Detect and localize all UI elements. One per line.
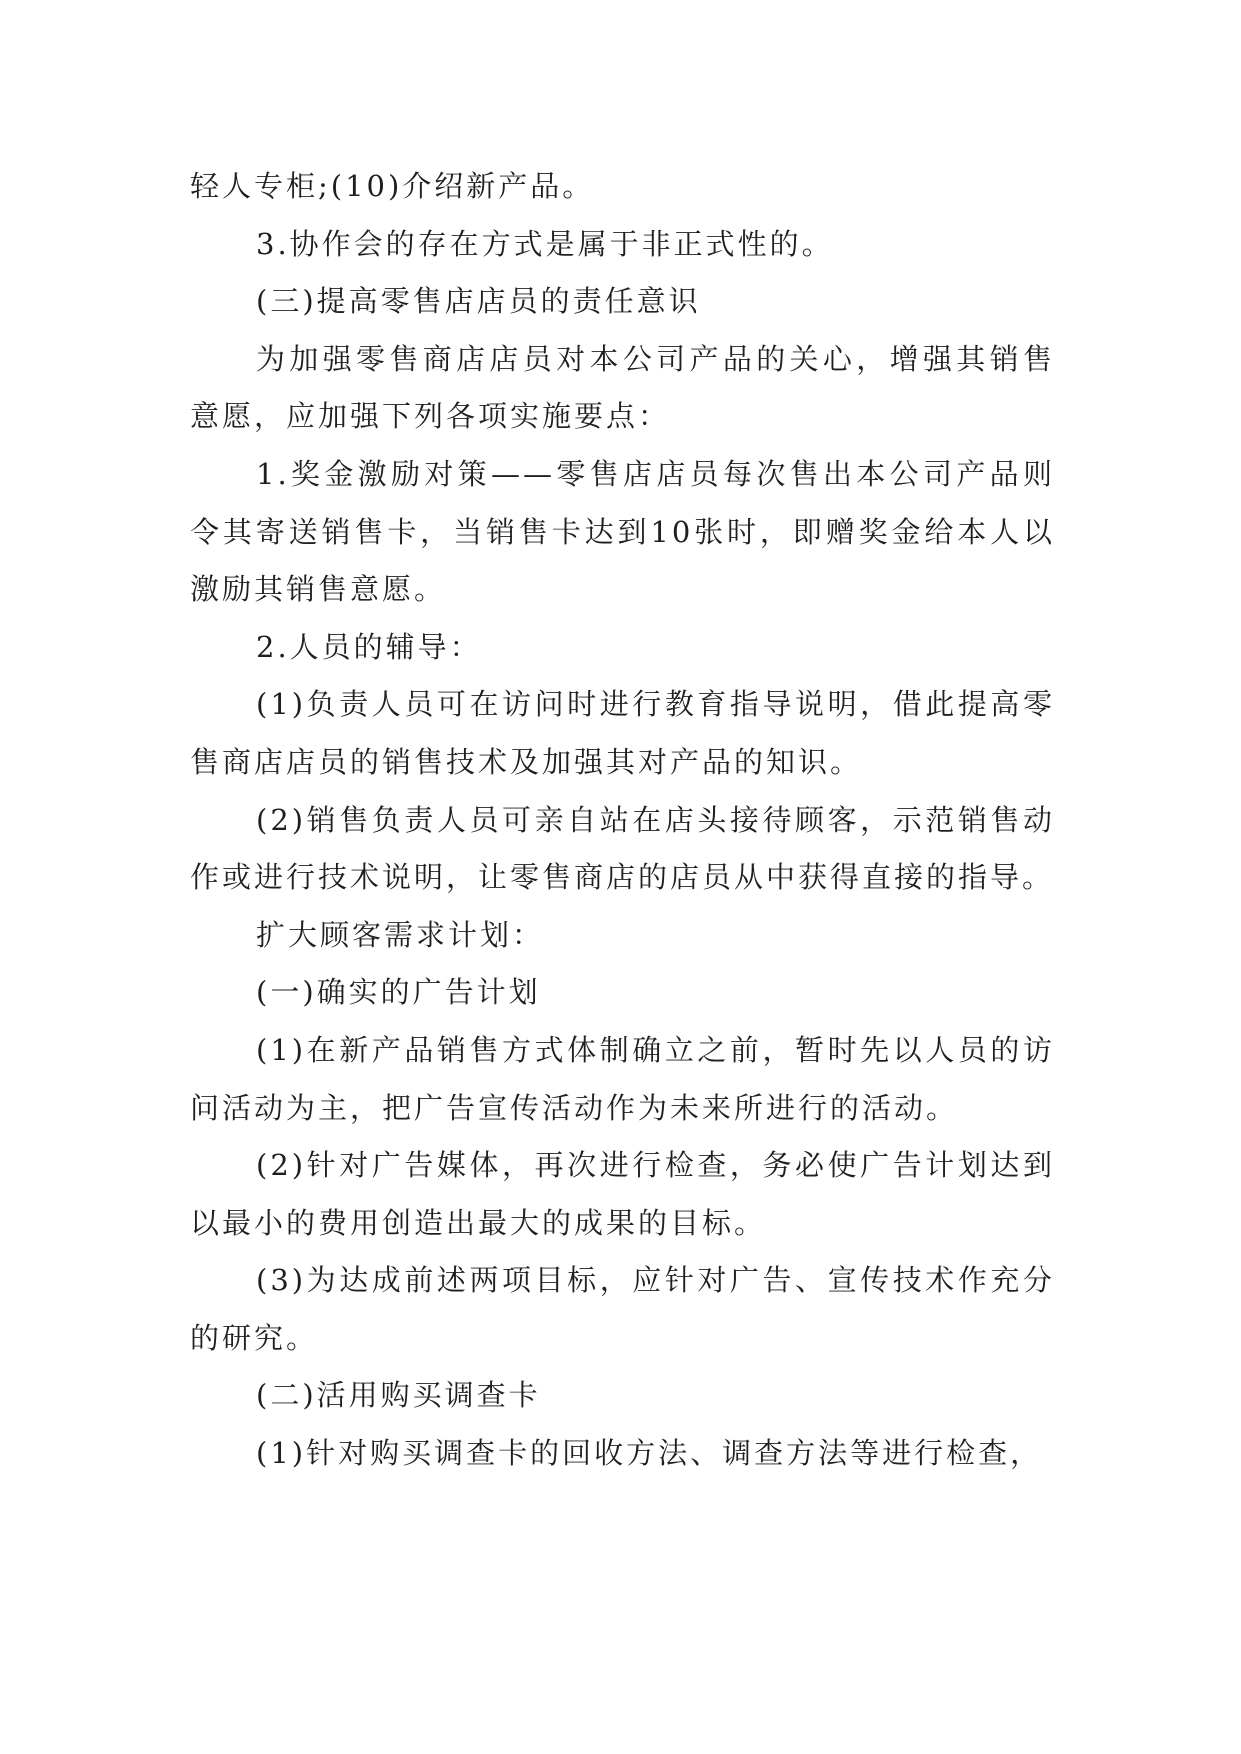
paragraph: (3)为达成前述两项目标，应针对广告、宣传技术作充分的研究。 [190,1263,1055,1355]
paragraph: (1)负责人员可在访问时进行教育指导说明，借此提高零售商店店员的销售技术及加强其对产品的知识。 [190,687,1055,779]
section-heading: (三)提高零售店店员的责任意识 [256,284,701,319]
section-heading: 扩大顾客需求计划： [256,917,545,952]
paragraph: (1)在新产品销售方式体制确立之前，暂时先以人员的访问活动为主，把广告宣传活动作为未来所进行的活动。 [190,1032,1055,1125]
paragraph: 轻人专柜;(10)介绍新产品。 [190,169,595,203]
paragraph: (2)针对广告媒体，再次进行检查，务必使广告计划达到以最小的费用创造出最大的成果的目标。 [190,1148,1055,1240]
paragraph: 1.奖金激励对策——零售店店员每次售出本公司产品则令其寄送销售卡，当销售卡达到10张时，即赠奖金给本人以激励其销售意愿。 [190,456,1055,607]
document-body [190,158,1055,1483]
paragraph: 2.人员的辅导： [256,629,482,664]
paragraph: 为加强零售商店店员对本公司产品的关心，增强其销售意愿，应加强下列各项实施要点： [190,341,1055,434]
section-heading: (二)活用购买调查卡 [256,1378,541,1413]
paragraph: 3.协作会的存在方式是属于非正式性的。 [256,226,834,261]
paragraph: (1)针对购买调查卡的回收方法、调查方法等进行检查， [256,1436,1043,1471]
paragraph: (2)销售负责人员可亲自站在店头接待顾客，示范销售动作或进行技术说明，让零售商店的店员从中获得直接的指导。 [190,802,1055,895]
section-heading: (一)确实的广告计划 [256,975,541,1010]
